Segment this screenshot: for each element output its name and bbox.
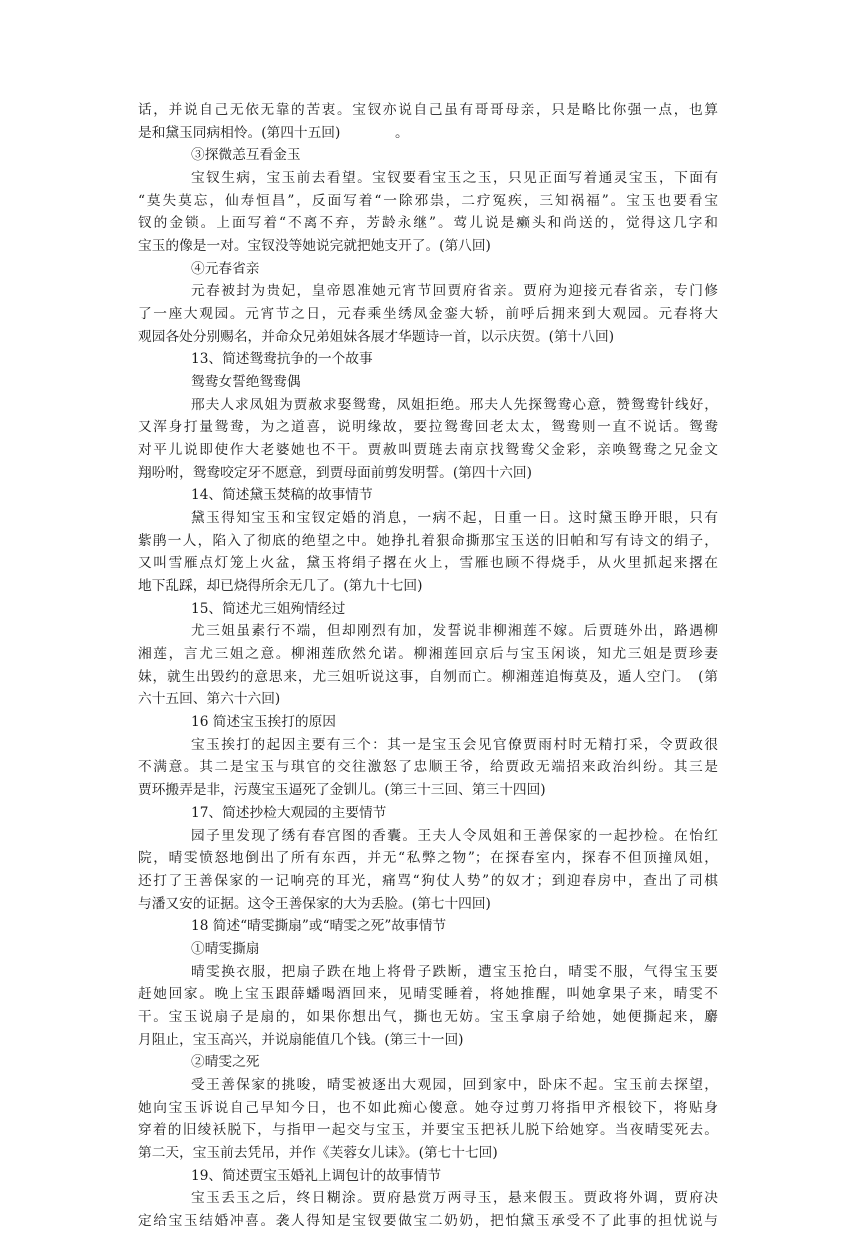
text-line: 邢夫人求凤姐为贾赦求娶鸳鸯，凤姐拒绝。邢夫人先探鸳鸯心意，赞鸳鸯针线好，: [191, 396, 718, 413]
text-line: 元春被封为贵妃，皇帝恩准她元宵节回贾府省亲。贾府为迎接元春省亲，专门修: [191, 283, 718, 300]
text-line: 院，晴雯愤怒地倒出了所有东西，并无“私弊之物”；在探春室内，探春不但顶撞凤姐，: [138, 850, 718, 867]
text-line: 宝钗生病，宝玉前去看望。宝钗要看宝玉之玉，只见正面写着通灵宝玉，下面有: [191, 170, 718, 187]
text-line: 第二天，宝玉前去凭吊，并作《芙蓉女儿诔》。(第七十七回): [138, 1144, 498, 1161]
text-line: 月阻止，宝玉高兴，并说扇能值几个钱。(第三十一回): [138, 1031, 464, 1048]
text-line: ③探微恙互看金玉: [191, 147, 301, 164]
text-line: 17、简述抄检大观园的主要情节: [191, 804, 387, 821]
text-line: 宝玉的像是一对。宝钗没等她说完就把她支开了。(第八回): [138, 238, 491, 255]
text-line: 宝玉挨打的起因主要有三个：其一是宝玉会见官僚贾雨村时无精打采，令贾政很: [191, 736, 718, 753]
text-line: 观园各处分别赐名，并命众兄弟姐妹各展才华题诗一首，以示庆贺。(第十八回): [138, 328, 615, 345]
text-line: 又浑身打量鸳鸯，为之道喜，说明缘故，要拉鸳鸯回老太太，鸳鸯则一直不说话。鸳鸯: [138, 419, 718, 436]
text-line: 是和黛玉同病相怜。(第四十五回) 。: [138, 124, 409, 141]
text-line: 紫鹃一人，陷入了彻底的绝望之中。她挣扎着狠命撕那宝玉送的旧帕和写有诗文的绢子，: [138, 532, 718, 549]
text-line: 晴雯换衣服，把扇子跌在地上将骨子跌断，遭宝玉抢白，晴雯不服，气得宝玉要: [191, 963, 718, 980]
text-line: 妹，就生出毁约的意思来，尤三姐听说这事，自刎而亡。柳湘莲追悔莫及，遁人空门。 (第: [138, 668, 718, 685]
text-line: 不满意。其二是宝玉与琪官的交往激怒了忠顺王爷，给贾政无端招来政治纠纷。其三是: [138, 759, 718, 776]
text-line: 宝玉丢玉之后，终日糊涂。贾府悬赏万两寻玉，悬来假玉。贾政将外调，贾府决: [191, 1190, 718, 1207]
text-line: 了一座大观园。元宵节之日，元春乘坐绣凤金銮大轿，前呼后拥来到大观园。元春将大: [138, 306, 718, 323]
text-line: ④元春省亲: [191, 260, 260, 277]
text-line: 19、简述贾宝玉婚礼上调包计的故事情节: [191, 1167, 442, 1184]
text-line: 她向宝玉诉说自己早知今日，也不如此痴心傻意。她夺过剪刀将指甲齐根铰下，将贴身: [138, 1099, 718, 1116]
text-line: 园子里发现了绣有春宫图的香囊。王夫人令凤姐和王善保家的一起抄检。在怡红: [191, 827, 718, 844]
text-line: ②晴雯之死: [191, 1054, 260, 1071]
text-line: 鸳鸯女誓绝鸳鸯偶: [191, 374, 301, 391]
text-line: 穿着的旧绫袄脱下，与指甲一起交与宝玉，并要宝玉把袄儿脱下给她穿。当夜晴雯死去。: [138, 1122, 718, 1139]
text-line: 赶她回家。晚上宝玉跟薛蟠喝酒回来，见晴雯睡着，将她推醒，叫她拿果子来，晴雯不: [138, 986, 718, 1003]
text-line: 又叫雪雁点灯笼上火盆，黛玉将绢子撂在火上，雪雁也顾不得烧手，从火里抓起来撂在: [138, 555, 718, 572]
text-line: 话，并说自己无依无靠的苦衷。宝钗亦说自己虽有哥哥母亲，只是略比你强一点，也算: [138, 102, 718, 118]
text-line: 地下乱踩，却已烧得所余无几了。(第九十七回): [138, 578, 423, 595]
text-line: 13、简述鸳鸯抗争的一个故事: [191, 351, 373, 368]
text-line: 16 简述宝玉挨打的原因: [191, 714, 336, 731]
text-line: “莫失莫忘，仙寿恒昌”，反面写着“一除邪祟，二疗冤疾，三知祸福”。宝玉也要看宝: [138, 192, 718, 209]
text-line: 对平儿说即使作大老婆她也不干。贾赦叫贾琏去南京找鸳鸯父金彩，亲唤鸳鸯之兄金文: [138, 442, 718, 459]
text-line: 湘莲，言尤三姐之意。柳湘莲欣然允诺。柳湘莲回京后与宝玉闲谈，知尤三姐是贾珍妻: [138, 646, 718, 663]
text-line: 定给宝玉结婚冲喜。袭人得知是宝钗要做宝二奶奶，把怕黛玉承受不了此事的担忧说与: [138, 1212, 718, 1229]
document-page: [0, 99, 860, 1233]
text-line: 贾环搬弄是非，污蔑宝玉逼死了金钏儿。(第三十三回、第三十四回): [138, 782, 546, 799]
text-line: 与潘又安的证据。这令王善保家的大为丢脸。(第七十四回): [138, 895, 491, 912]
text-line: 翔吩咐，鸳鸯咬定牙不愿意，到贾母面前剪发明誓。(第四十六回): [138, 464, 532, 481]
text-line: 14、简述黛玉焚稿的故事情节: [191, 487, 373, 504]
text-line: 尤三姐虽素行不端，但却刚烈有加，发誓说非柳湘莲不嫁。后贾琏外出，路遇柳: [191, 623, 718, 640]
text-line: 黛玉得知宝玉和宝钗定婚的消息，一病不起，日重一日。这时黛玉睁开眼，只有: [191, 510, 718, 527]
text-line: 15、简述尤三姐殉情经过: [191, 600, 346, 617]
text-line: 六十五回、第六十六回): [138, 691, 281, 708]
text-line: 还打了王善保家的一记响亮的耳光，痛骂“狗仗人势”的奴才；到迎春房中，查出了司棋: [138, 872, 718, 889]
text-line: 受王善保家的挑唆，晴雯被逐出大观园，回到家中，卧床不起。宝玉前去探望，: [191, 1076, 718, 1093]
text-line: 钗的金锁。上面写着“不离不弃，芳龄永继”。莺儿说是癞头和尚送的，觉得这几字和: [138, 215, 718, 232]
text-line: 18 简述“晴雯撕扇”或“晴雯之死”故事情节: [191, 918, 447, 935]
text-line: ①晴雯撕扇: [191, 940, 260, 957]
text-line: 干。宝玉说扇子是扇的，如果你想出气，撕也无妨。宝玉拿扇子给她，她便撕起来，麝: [138, 1008, 718, 1025]
